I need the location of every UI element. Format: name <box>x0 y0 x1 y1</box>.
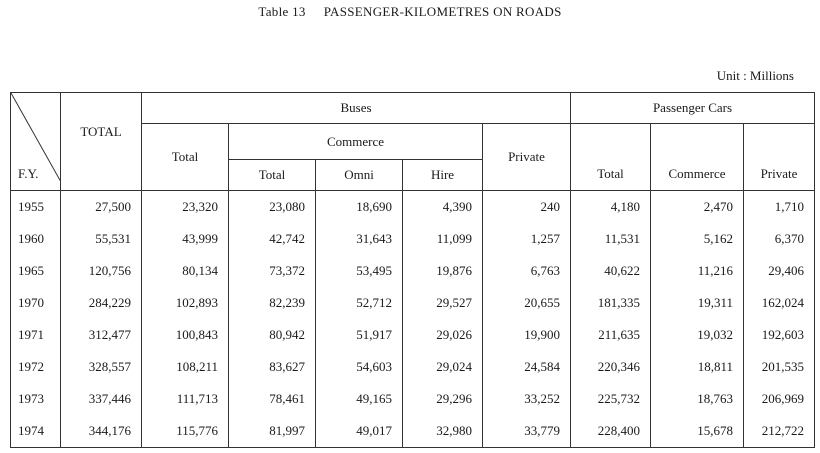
fy-header <box>11 93 61 191</box>
cell-car-private: 206,969 <box>744 383 815 415</box>
cell-car-total: 181,335 <box>571 287 651 319</box>
cell-car-private: 192,603 <box>744 319 815 351</box>
cell-fy: 1970 <box>11 287 61 319</box>
cell-bus-total: 43,999 <box>142 223 229 255</box>
cell-car-private: 201,535 <box>744 351 815 383</box>
fy-label: F.Y. <box>18 166 39 181</box>
cell-omni: 49,017 <box>316 415 403 448</box>
cell-hire: 32,980 <box>403 415 483 448</box>
cell-car-private: 162,024 <box>744 287 815 319</box>
cell-bus-total: 115,776 <box>142 415 229 448</box>
cell-car-commerce: 19,032 <box>651 319 744 351</box>
cell-commerce-total: 42,742 <box>229 223 316 255</box>
cell-fy: 1971 <box>11 319 61 351</box>
cell-omni: 52,712 <box>316 287 403 319</box>
cell-hire: 19,876 <box>403 255 483 287</box>
table-body <box>11 191 815 448</box>
hire-header: Hire <box>403 160 483 191</box>
cell-commerce-total: 78,461 <box>229 383 316 415</box>
cell-hire: 29,026 <box>403 319 483 351</box>
commerce-total-header: Total <box>229 160 316 191</box>
cell-bus-private: 24,584 <box>483 351 571 383</box>
table-row <box>11 223 815 255</box>
cell-bus-total: 100,843 <box>142 319 229 351</box>
cell-commerce-total: 83,627 <box>229 351 316 383</box>
cell-total: 312,477 <box>61 319 142 351</box>
table-row <box>11 319 815 351</box>
cell-hire: 29,296 <box>403 383 483 415</box>
cell-commerce-total: 81,997 <box>229 415 316 448</box>
cell-hire: 29,024 <box>403 351 483 383</box>
cell-commerce-total: 82,239 <box>229 287 316 319</box>
cell-car-total: 211,635 <box>571 319 651 351</box>
cell-car-total: 11,531 <box>571 223 651 255</box>
unit-label: Unit : Millions <box>716 68 794 83</box>
passenger-km-table <box>10 92 815 448</box>
cell-bus-private: 19,900 <box>483 319 571 351</box>
cell-omni: 31,643 <box>316 223 403 255</box>
cell-bus-private: 1,257 <box>483 223 571 255</box>
bus-total-header: Total <box>142 124 229 191</box>
cell-bus-private: 20,655 <box>483 287 571 319</box>
cell-hire: 29,527 <box>403 287 483 319</box>
cell-bus-private: 33,252 <box>483 383 571 415</box>
cell-car-total: 228,400 <box>571 415 651 448</box>
cell-car-commerce: 5,162 <box>651 223 744 255</box>
cell-car-commerce: 18,811 <box>651 351 744 383</box>
cell-car-private: 29,406 <box>744 255 815 287</box>
table-row <box>11 383 815 415</box>
cell-car-total: 4,180 <box>571 191 651 224</box>
cell-car-commerce: 18,763 <box>651 383 744 415</box>
table-row <box>11 351 815 383</box>
car-commerce-header: Commerce <box>651 124 744 191</box>
cell-omni: 18,690 <box>316 191 403 224</box>
cell-total: 27,500 <box>61 191 142 224</box>
table-number: Table 13 <box>258 4 306 19</box>
cell-hire: 11,099 <box>403 223 483 255</box>
cell-bus-total: 108,211 <box>142 351 229 383</box>
cell-car-commerce: 19,311 <box>651 287 744 319</box>
passenger-cars-header: Passenger Cars <box>571 93 815 124</box>
cell-car-private: 6,370 <box>744 223 815 255</box>
cell-fy: 1955 <box>11 191 61 224</box>
cell-omni: 49,165 <box>316 383 403 415</box>
cell-bus-total: 102,893 <box>142 287 229 319</box>
cell-total: 337,446 <box>61 383 142 415</box>
cell-bus-private: 6,763 <box>483 255 571 287</box>
car-total-header: Total <box>571 124 651 191</box>
cell-omni: 51,917 <box>316 319 403 351</box>
cell-hire: 4,390 <box>403 191 483 224</box>
cell-total: 284,229 <box>61 287 142 319</box>
cell-fy: 1973 <box>11 383 61 415</box>
cell-bus-total: 23,320 <box>142 191 229 224</box>
cell-car-private: 212,722 <box>744 415 815 448</box>
cell-omni: 54,603 <box>316 351 403 383</box>
table-row <box>11 255 815 287</box>
table-row <box>11 287 815 319</box>
cell-commerce-total: 80,942 <box>229 319 316 351</box>
cell-bus-private: 33,779 <box>483 415 571 448</box>
cell-fy: 1960 <box>11 223 61 255</box>
cell-total: 328,557 <box>61 351 142 383</box>
buses-header: Buses <box>142 93 571 124</box>
cell-total: 120,756 <box>61 255 142 287</box>
commerce-header: Commerce <box>229 124 483 160</box>
cell-car-private: 1,710 <box>744 191 815 224</box>
cell-total: 55,531 <box>61 223 142 255</box>
cell-bus-total: 80,134 <box>142 255 229 287</box>
cell-car-total: 220,346 <box>571 351 651 383</box>
omni-header: Omni <box>316 160 403 191</box>
cell-car-commerce: 15,678 <box>651 415 744 448</box>
bus-private-header: Private <box>483 124 571 191</box>
cell-fy: 1972 <box>11 351 61 383</box>
cell-omni: 53,495 <box>316 255 403 287</box>
car-private-header: Private <box>744 124 815 191</box>
cell-commerce-total: 73,372 <box>229 255 316 287</box>
table-row <box>11 415 815 448</box>
cell-car-total: 40,622 <box>571 255 651 287</box>
table-row <box>11 191 815 224</box>
cell-bus-private: 240 <box>483 191 571 224</box>
table-title <box>0 4 820 20</box>
total-header: TOTAL <box>61 93 142 191</box>
cell-car-commerce: 11,216 <box>651 255 744 287</box>
cell-fy: 1974 <box>11 415 61 448</box>
table-heading: PASSENGER-KILOMETRES ON ROADS <box>323 4 562 19</box>
cell-fy: 1965 <box>11 255 61 287</box>
cell-total: 344,176 <box>61 415 142 448</box>
cell-bus-total: 111,713 <box>142 383 229 415</box>
cell-car-total: 225,732 <box>571 383 651 415</box>
cell-car-commerce: 2,470 <box>651 191 744 224</box>
cell-commerce-total: 23,080 <box>229 191 316 224</box>
